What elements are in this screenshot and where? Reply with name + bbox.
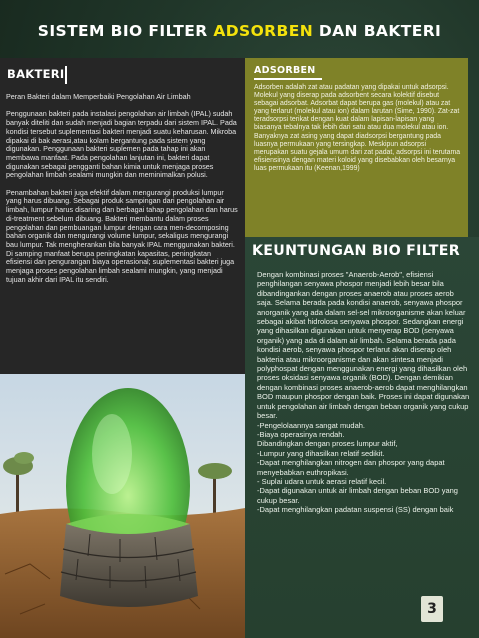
keuntungan-list-item: -Lumpur yang dihasilkan relatif sedikit. [257,448,385,458]
keuntungan-paragraph: Dengan kombinasi proses "Anaerob-Aerob", efisiensi penghilangan senyawa phospor menjadi lebih besar bila dibandingankan dengan proses anaerob atau proses aerob saja. Selama berada pada kondisi anaerob, senyawa phospor anorganik yang ada dalam sel-sel mikroorganisme akan keluar sebagai akibat hidrolosa senyawa phospor. Sedangkan energi yang dihasilkan digunakan untuk menyerap BOD (senyawa organik) yang ada di dalam air limbah. Selama berada pada kondisi aerob, senyawa phospor terlarut akan diserap oleh bakteria atau mikroorganisme dan akan sintesa menjadi polyphospat dengan menggunakan energi yang dihasilkan oleh proses oksidasi senyawa organik (BOD). Dengan demikian dengan kombinasi proses anaerob-aerob dapat menghilangkan BOD maupun phospor dengan baik. Proses ini dapat digunakan untuk pengolahan air limbah dengan beban organik yang cukup besar. [257,270,470,421]
bakteri-paragraph: Penggunaan bakteri pada instalasi pengolahan air limbah (IPAL) sudah banyak diteliti dan sudah menjadi bagian terpadu dari sistem IPAL. Pada kondisi tersebut suplementasi bakteri menjadi suatu keharusan. Mikroba dipakai di bak aerasi,atau kolam bergantung pada sistem yang digunakan. Penggunaan bakteri suplemen pada tahap ini akan membawa manfaat. Pada pengolahan lanjutan ini, bakteri dapat digunakan sebagai pengganti bahan kimia untuk menjaga proses pengolahan limbah sealami mungkin dan meminimalkan polusi. [6,109,237,180]
well-stone-wall [60,524,198,607]
adsorben-heading: ADSORBEN [254,65,322,80]
keuntungan-list-item: -Dapat digunakan untuk air limbah dengan beban BOD yang cukup besar. [257,486,458,505]
bakteri-body [6,93,238,293]
keuntungan-list-item: -Dapat menghilangkan padatan suspensi (SS) dengan baik [257,505,454,515]
title-highlight-adsorben: ADSORBEN [213,22,314,40]
keuntungan-list-item: -Pengelolaannya sangat mudah. [257,420,365,430]
title-part-3: DAN BAKTERI [313,22,442,40]
bakteri-paragraph: Penambahan bakteri juga efektif dalam mengurangi produksi lumpur yang harus dibuang. Sebagai produk sampingan dari pengolahan air limbah, lumpur harus disaring dan berbagai tahap pengolahan dan harus di-treatment sebelum dibuang. Bakteri membantu dalam proses pengolahan dan pembuangan lumpur dengan cara men-decomposing bahan organik dan mengurangi volume lumpur, sekaligus mengurangi bau lumpur. Tak mengherankan bila banyak IPAL menggunakan bakteri. Di samping manfaat berupa peningkatan kapasitas, peningkatan efisiensi dan pengurangan biaya operasional; suplementasi bakteri juga menjaga proses pengolahan limbah sealami mungkin, yang menjadi tujuan akhir dari IPAL itu sendiri. [6,187,238,284]
keuntungan-list-item: Dibandingkan dengan proses lumpur aktif, [257,439,398,449]
keuntungan-list-item: -Dapat menghilangkan nitrogen dan phospor yang dapat menyebabkan euthropikasi. [257,458,445,477]
title-part-1: SISTEM BIO FILTER [37,22,214,40]
keuntungan-heading: KEUNTUNGAN BIO FILTER [252,243,460,259]
keuntungan-list-item: -Biaya operasinya rendah. [257,429,345,439]
adsorben-body: Adsorben adalah zat atau padatan yang dipakai untuk adsorpsi. Molekul yang diserap pada adsorbent secara kolektif disebut sebagai adsorbat. Adsorbat dapat berupa gas (molekul) atau zat yang terlarut (molekul atau ion) dalam larutan (Sime, 1990). Zat-zat teradsorpsi terikat dengan kuat dalam lapisan-lapisan yang biasanya tebalnya tak lebih dari satu atau dua molekul atau ion. Banyaknya zat asing yang dapat diadsorpsi bergantung pada luasnya permukaan yang tersingkap. Meskipun adsorpsi merupakan suatu gejala umum dari zat padat, adsorpsi ini terutama efisiensinya dengan materi koloid yang disebabkan oleh besarnya luas permukaan itu (Keenan,1999) [254,84,461,172]
keuntungan-list-item: - Suplai udara untuk aerasi relatif kecil. [257,476,387,486]
bakteri-paragraph: Peran Bakteri dalam Memperbaiki Pengolahan Air Limbah [6,92,191,101]
page-title [0,22,479,40]
water-well-illustration [0,374,245,638]
page-number: 3 [421,596,443,622]
bakteri-heading: BAKTERI [7,66,67,84]
water-highlight [92,414,132,494]
keuntungan-body [257,270,471,515]
